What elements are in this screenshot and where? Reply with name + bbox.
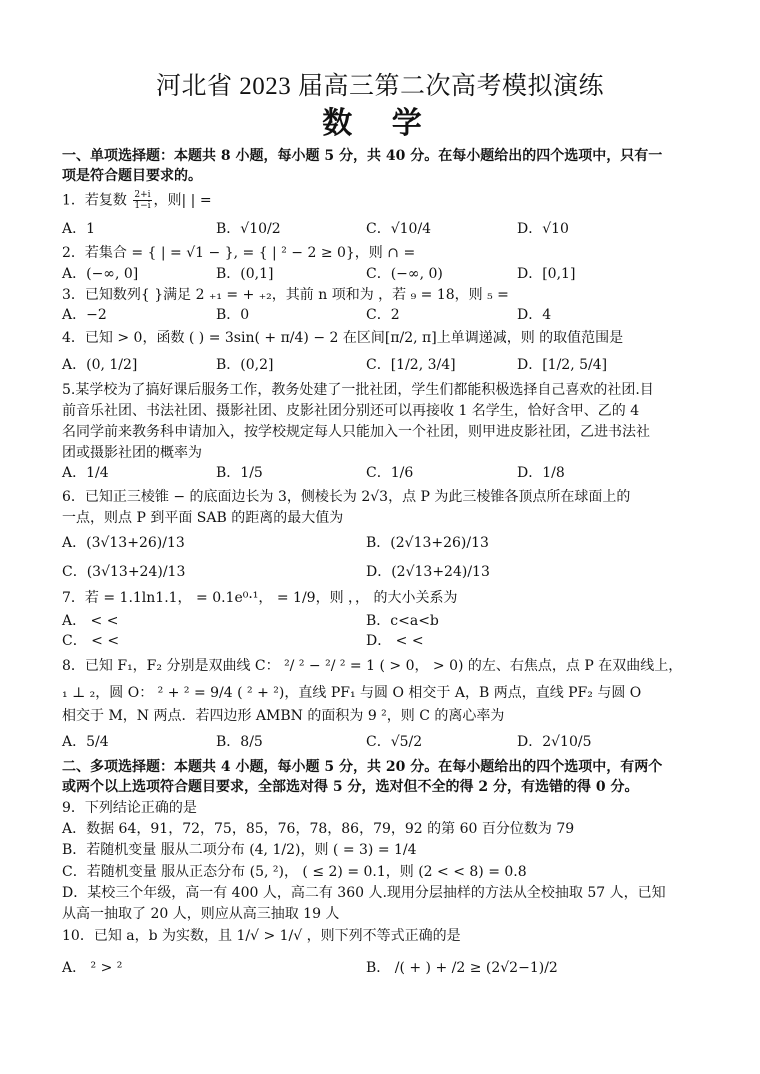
- q4-option-d: D．[1/2, 5/4]: [517, 357, 608, 373]
- q9-option-b: B．若随机变量 服从二项分布 (4, 1/2)，则 ( = 3) = 1/4: [62, 842, 417, 858]
- q5-option-c: C．1/6: [366, 465, 414, 481]
- q4-option-b: B．(0,2]: [216, 357, 274, 373]
- q5-line4: 团或摄影社团的概率为: [62, 445, 202, 461]
- q4-stem: 4．已知 > 0，函数 ( ) = 3sin( + π/4) − 2 在区间[π/2, π]上单调递减，则 的取值范围是: [62, 330, 624, 346]
- section2-heading-line2: 或两个以上选项符合题目要求，全部选对得 5 分，选对但不全的得 2 分，有选错的得 0 分。: [62, 779, 639, 795]
- q1-option-d: D．√10: [517, 221, 569, 237]
- q3-option-c: C．2: [366, 307, 400, 323]
- q2-option-d: D．[0,1]: [517, 266, 576, 282]
- q6-option-b: B．(2√13+26)/13: [366, 535, 489, 551]
- q5-line2: 前音乐社团、书法社团、摄影社团、皮影社团分别还可以再接收 1 名学生，恰好含甲、乙的 4: [62, 403, 640, 419]
- q1-option-b: B．√10/2: [216, 221, 281, 237]
- subject-title: 数 学: [322, 107, 438, 140]
- q1-stem-text: 1．若复数: [62, 192, 132, 209]
- q7-option-c: C． < <: [62, 633, 120, 649]
- q6-option-a: A．(3√13+26)/13: [62, 535, 185, 551]
- q10-option-a: A． ² > ²: [62, 960, 123, 976]
- q1-option-a: A．1: [62, 221, 96, 237]
- q7-option-a: A． < <: [62, 613, 119, 629]
- q1-fraction: [133, 190, 151, 211]
- q5-option-b: B．1/5: [216, 465, 263, 481]
- q7-option-b: B．c<a<b: [366, 613, 439, 629]
- q7-option-d: D． < <: [366, 633, 424, 649]
- q3-option-d: D．4: [517, 307, 552, 323]
- q6-line1: 6．已知正三棱锥 − 的底面边长为 3，侧棱长为 2√3，点 P 为此三棱锥各顶点所在球面上的: [62, 489, 631, 505]
- q8-line3: 相交于 M，N 两点．若四边形 AMBN 的面积为 9 ²，则 C 的离心率为: [62, 708, 505, 724]
- q1-stem-tail: ，则| | =: [153, 192, 212, 209]
- q1-frac-numerator: 2+i: [134, 190, 151, 200]
- q4-option-c: C．[1/2, 3/4]: [366, 357, 456, 373]
- q10-option-b: B． /( + ) + /2 ≥ (2√2−1)/2: [366, 960, 558, 976]
- q3-option-b: B．0: [216, 307, 250, 323]
- q9-option-d-line2: 从高一抽取了 20 人，则应从高三抽取 19 人: [62, 906, 340, 922]
- q1-stem: [62, 190, 702, 211]
- q9-stem: 9．下列结论正确的是: [62, 800, 197, 816]
- q10-stem: 10．已知 a，b 为实数，且 1/√ > 1/√ ，则下列不等式正确的是: [62, 928, 461, 944]
- q5-option-d: D．1/8: [517, 465, 565, 481]
- q5-option-a: A．1/4: [62, 465, 109, 481]
- q8-line1: 8．已知 F₁，F₂ 分别是双曲线 C： ²/ ² − ²/ ² = 1 ( > 0， > 0) 的左、右焦点，点 P 在双曲线上，: [62, 658, 683, 674]
- q2-option-c: C．(−∞, 0): [366, 266, 443, 282]
- section2-heading-line1: 二、多项选择题：本题共 4 小题，每小题 5 分，共 20 分。在每小题给出的四个选项中，有两个: [62, 759, 663, 775]
- q5-line1: 5.某学校为了搞好课后服务工作，教务处建了一批社团，学生们都能积极选择自己喜欢的社团.目: [62, 382, 654, 398]
- q2-option-a: A．(−∞, 0]: [62, 266, 139, 282]
- q5-line3: 名同学前来教务科申请加入，按学校规定每人只能加入一个社团，则甲进皮影社团，乙进书法社: [62, 424, 650, 440]
- q8-option-a: A．5/4: [62, 734, 109, 750]
- section1-heading-line2: 项是符合题目要求的。: [62, 168, 202, 184]
- q8-option-d: D．2√10/5: [517, 734, 592, 750]
- q2-option-b: B．(0,1]: [216, 266, 274, 282]
- q6-line2: 一点，则点 P 到平面 SAB 的距离的最大值为: [62, 510, 344, 526]
- exam-title: 河北省 2023 届高三第二次高考模拟演练: [155, 73, 604, 100]
- q7-stem: 7．若 = 1.1ln1.1， = 0.1e⁰·¹， = 1/9，则 ，， 的大小关系为: [62, 590, 458, 606]
- q1-frac-denominator: 1−i: [134, 201, 151, 211]
- q8-option-c: C．√5/2: [366, 734, 423, 750]
- q6-option-c: C．(3√13+24)/13: [62, 564, 186, 580]
- q8-line2: ₁ ⊥ ₂，圆 O： ² + ² = 9/4 ( ² + ²)，直线 PF₁ 与圆 O 相交于 A，B 两点，直线 PF₂ 与圆 O: [62, 685, 642, 701]
- q8-option-b: B．8/5: [216, 734, 263, 750]
- q6-option-d: D．(2√13+24)/13: [366, 564, 490, 580]
- q9-option-d-line1: D．某校三个年级，高一有 400 人，高二有 360 人.现用分层抽样的方法从全校抽取 57 人，已知: [62, 885, 666, 901]
- q1-option-c: C．√10/4: [366, 221, 432, 237]
- q4-option-a: A．(0, 1/2]: [62, 357, 138, 373]
- q3-option-a: A．−2: [62, 307, 107, 323]
- q3-stem: 3．已知数列{ }满足 2 ₊₁ = + ₊₂，其前 n 项和为 ，若 ₉ = 18，则 ₅ =: [62, 287, 509, 303]
- q2-stem: 2．若集合 = { | = √1 − }, = { | ² − 2 ≥ 0}，则 ∩ =: [62, 245, 416, 261]
- q9-option-c: C．若随机变量 服从正态分布 (5, ²)， ( ≤ 2) = 0.1，则 (2 < < 8) = 0.8: [62, 864, 527, 880]
- q9-option-a: A．数据 64，91，72，75，85，76，78，86，79，92 的第 60 百分位数为 79: [62, 821, 575, 837]
- section1-heading-line1: 一、单项选择题：本题共 8 小题，每小题 5 分，共 40 分。在每小题给出的四个选项中，只有一: [62, 148, 663, 164]
